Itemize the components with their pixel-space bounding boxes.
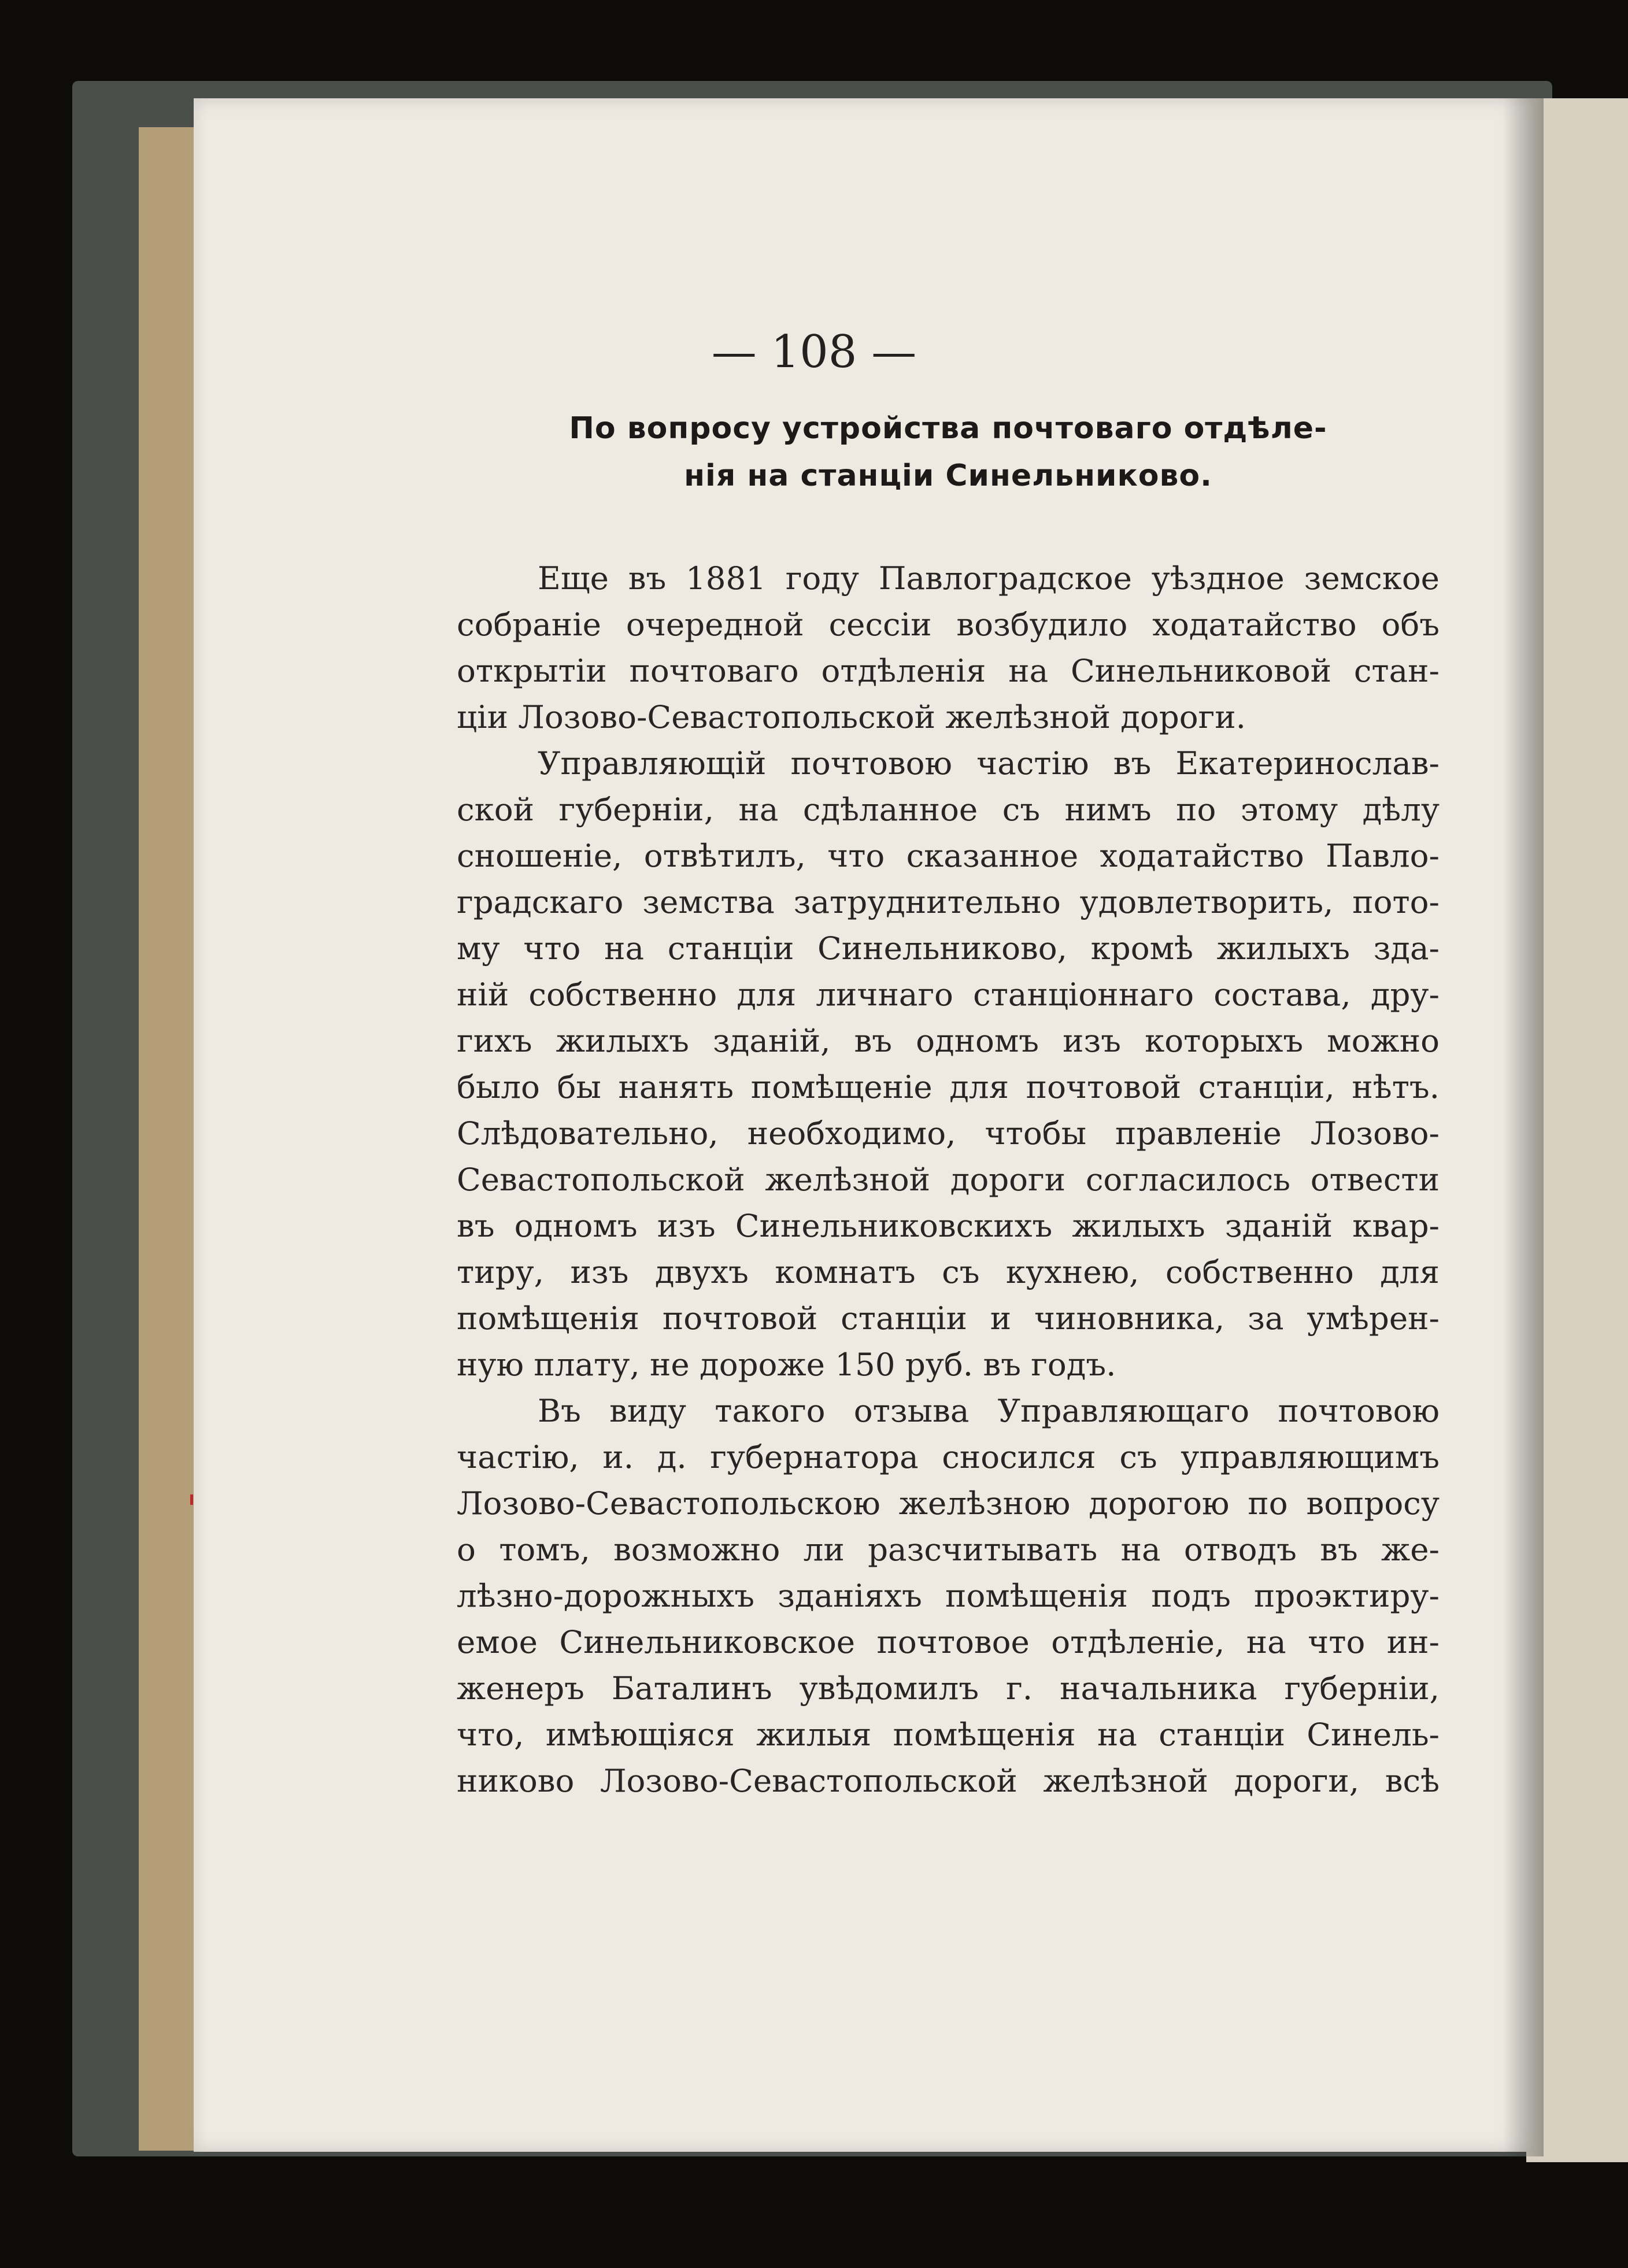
text-line: открытіи почтоваго отдѣленія на Синельниковой стан- bbox=[457, 652, 1440, 689]
text-line: было бы нанять помѣщеніе для почтовой станціи, нѣтъ. bbox=[457, 1068, 1440, 1105]
body-text bbox=[457, 555, 1440, 1804]
page-number: — 108 — bbox=[711, 326, 917, 378]
text-line: Еще въ 1881 году Павлоградское уѣздное земское bbox=[538, 560, 1440, 597]
text-line: гихъ жилыхъ зданій, въ одномъ изъ которыхъ можно bbox=[457, 1022, 1440, 1059]
paragraph bbox=[457, 740, 1440, 1388]
text-line: ную плату, не дороже 150 руб. въ годъ. bbox=[457, 1346, 1116, 1383]
text-line: му что на станціи Синельниково, кромѣ жилыхъ зда- bbox=[457, 930, 1440, 967]
text-line: помѣщенія почтовой станціи и чиновника, за умѣрен- bbox=[457, 1300, 1440, 1337]
text-line: женеръ Баталинъ увѣдомилъ г. начальника губерніи, bbox=[457, 1670, 1440, 1707]
text-line: Управляющій почтовою частію въ Екатеринослав- bbox=[538, 745, 1440, 782]
text-line: сношеніе, отвѣтилъ, что сказанное ходатайство Павло- bbox=[457, 837, 1440, 874]
text-line: Лозово-Севастопольскою желѣзною дорогою по вопросу bbox=[457, 1485, 1440, 1522]
text-line: градскаго земства затруднительно удовлетворить, пото- bbox=[457, 883, 1440, 920]
text-line: что, имѣющіяся жилыя помѣщенія на станціи Синель- bbox=[457, 1716, 1440, 1753]
text-line: Въ виду такого отзыва Управляющаго почтовою bbox=[538, 1392, 1440, 1429]
heading-line: нія на станціи Синельниково. bbox=[684, 458, 1212, 493]
text-line: лѣзно-дорожныхъ зданіяхъ помѣщенія подъ проэктиру- bbox=[457, 1577, 1440, 1614]
text-line: емое Синельниковское почтовое отдѣленіе, на что ин- bbox=[457, 1623, 1440, 1660]
text-line: никово Лозово-Севастопольской желѣзной дороги, всѣ bbox=[457, 1762, 1440, 1799]
page-block-edge bbox=[139, 127, 202, 2151]
text-line: Севастопольской желѣзной дороги согласилось отвести bbox=[457, 1161, 1440, 1198]
text-line: тиру, изъ двухъ комнатъ съ кухнею, собственно для bbox=[457, 1253, 1440, 1290]
ink-speck bbox=[190, 1494, 193, 1505]
text-line: ціи Лозово-Севастопольской желѣзной дороги. bbox=[457, 698, 1246, 735]
text-line: въ одномъ изъ Синельниковскихъ жилыхъ зданій квар- bbox=[457, 1207, 1440, 1244]
text-line: Слѣдовательно, необходимо, чтобы правленіе Лозово- bbox=[457, 1115, 1440, 1152]
gutter-shadow bbox=[1503, 98, 1544, 2156]
text-line: о томъ, возможно ли разсчитывать на отводъ въ же- bbox=[457, 1531, 1440, 1568]
text-line: частію, и. д. губернатора сносился съ управляющимъ bbox=[457, 1438, 1440, 1475]
text-line: ской губерніи, на сдѣланное съ нимъ по этому дѣлу bbox=[457, 791, 1440, 828]
paragraph bbox=[457, 555, 1440, 740]
section-heading bbox=[457, 405, 1440, 500]
heading-line: По вопросу устройства почтоваго отдѣле- bbox=[569, 411, 1327, 446]
text-line: ній собственно для личнаго станціоннаго состава, дру- bbox=[457, 976, 1440, 1013]
paragraph bbox=[457, 1388, 1440, 1804]
text-line: собраніе очередной сессіи возбудило ходатайство объ bbox=[457, 606, 1440, 643]
